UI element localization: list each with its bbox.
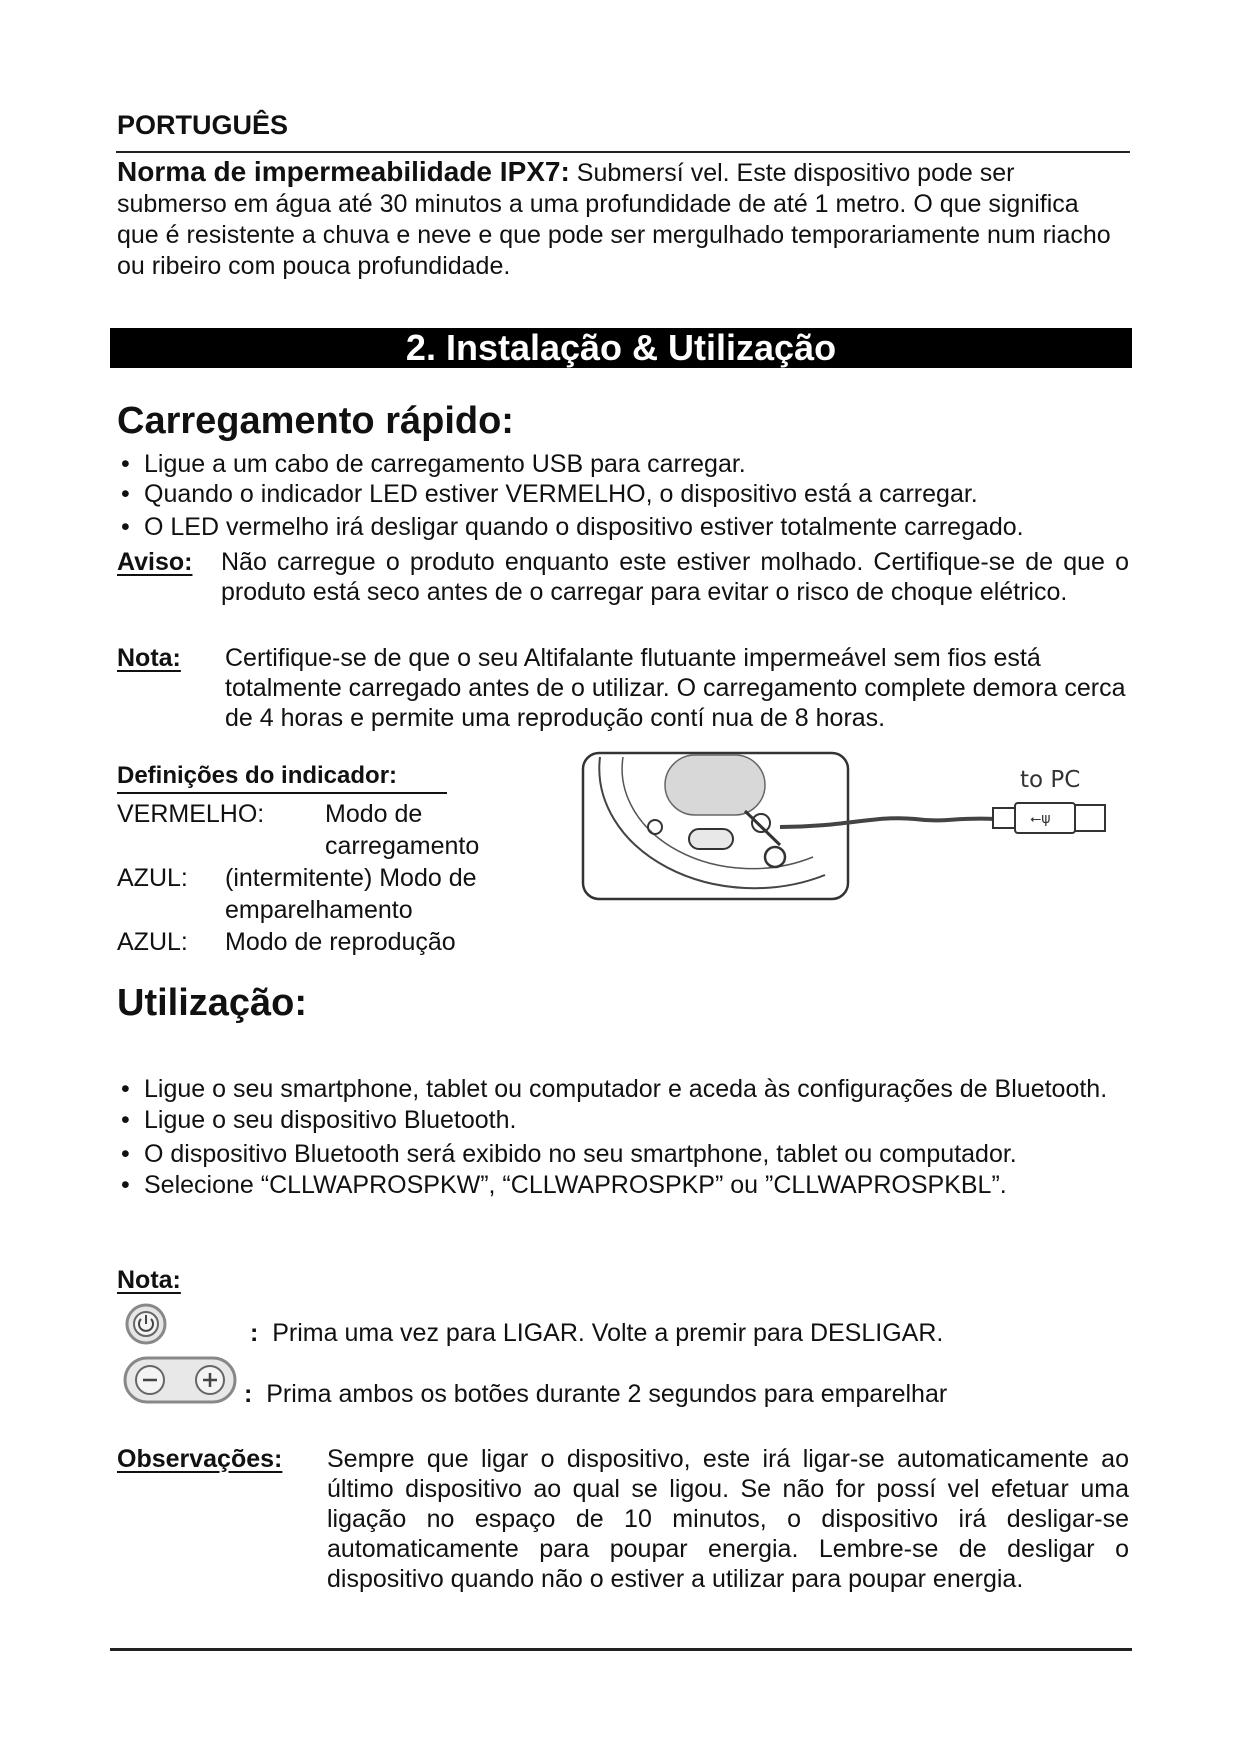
charging-bullet-list	[117, 449, 1127, 542]
usage-heading: Utilização:	[117, 982, 308, 1024]
waterproof-label: Norma de impermeabilidade IPX7:	[117, 156, 570, 187]
section-banner: 2. Instalação & Utilização	[110, 328, 1132, 368]
indicator-value: Modo de reprodução	[225, 928, 456, 956]
power-button-icon	[122, 1302, 172, 1346]
to-pc-label: to PC	[1020, 767, 1081, 793]
list-item: • Ligue o seu dispositivo Bluetooth.	[117, 1105, 1127, 1136]
usage-bullet-list	[117, 1074, 1127, 1201]
waterproof-paragraph	[117, 156, 1127, 282]
pair-instruction-text: Prima ambos os botões durante 2 segundos para emparelhar	[266, 1380, 948, 1408]
warning-block	[117, 547, 1129, 607]
indicator-key: VERMELHO:	[117, 800, 265, 828]
power-instruction: : Prima uma vez para LIGAR. Volte a premir para DESLIGAR.	[250, 1319, 944, 1347]
charging-heading: Carregamento rápido:	[117, 400, 514, 442]
charging-note-label: Nota:	[117, 644, 181, 672]
usb-connector-tip	[1075, 805, 1105, 831]
charging-illustration	[575, 745, 1130, 905]
warning-text: Não carregue o produto enquanto este estiver molhado. Certifique-se de que o produto está seco antes de o carregar para evitar o risco de choque elétrico.	[221, 548, 1129, 606]
indicator-row	[117, 926, 517, 958]
list-item: • O dispositivo Bluetooth será exibido no seu smartphone, tablet ou computador.	[117, 1139, 1127, 1170]
observations-label: Observações:	[117, 1445, 283, 1473]
pair-buttons-icon	[122, 1355, 240, 1407]
list-item: • Quando o indicador LED estiver VERMELHO, o dispositivo está a carregar.	[117, 479, 1127, 509]
usb-symbol-icon: ⭠ψ	[1030, 811, 1051, 827]
list-item: • Ligue o seu smartphone, tablet ou computador e aceda às configurações de Bluetooth.	[117, 1074, 1127, 1105]
power-instruction-text: Prima uma vez para LIGAR. Volte a premir para DESLIGAR.	[272, 1319, 944, 1347]
indicator-row	[117, 798, 517, 862]
observations-text: Sempre que ligar o dispositivo, este irá ligar-se automaticamente ao último dispositivo ao qual se ligou. Se não for possí vel efetuar uma ligação no espaço de 10 minutos, o dispositivo irá desligar-se automaticamente para poupar energia. Lembre-se de desligar o dispositivo quando não o estiver a utilizar para poupar energia.	[327, 1445, 1129, 1593]
top-divider	[116, 151, 1130, 153]
charging-port-icon	[752, 814, 770, 832]
indicator-definitions	[117, 798, 517, 958]
observations-block	[117, 1444, 1129, 1594]
charging-note-text: Certifique-se de que o seu Altifalante flutuante impermeável sem fios está totalmente carregado antes de o utilizar. O carregamento complete demora cerca de 4 horas e permite uma reprodução contí nua de 8 horas.	[225, 644, 1126, 732]
charging-note-block	[117, 643, 1129, 733]
speaker-grille	[665, 755, 765, 815]
list-item: • Ligue a um cabo de carregamento USB para carregar.	[117, 449, 1127, 479]
indicator-value: Modo de carregamento	[325, 800, 480, 860]
warning-label: Aviso:	[117, 548, 193, 576]
usage-note-label: Nota:	[117, 1266, 181, 1294]
power-button-icon	[648, 820, 662, 834]
list-item: • O LED vermelho irá desligar quando o dispositivo estiver totalmente carregado.	[117, 512, 1127, 542]
pair-buttons-icon	[689, 829, 733, 849]
indicator-row	[117, 862, 517, 926]
indicator-value: (intermitente) Modo de emparelhamento	[225, 864, 477, 924]
waterproof-text: Submersí vel. Este dispositivo pode ser submerso em água até 30 minutos a uma profundidade de até 1 metro. O que significa que é resistente a chuva e neve e que pode ser mergulhado temporariamente num riacho ou ribeiro com pouca profundidade.	[117, 159, 1111, 280]
indicator-heading: Definições do indicador:	[117, 762, 447, 794]
indicator-key: AZUL:	[117, 928, 188, 956]
language-heading: PORTUGUÊS	[117, 110, 289, 140]
usb-connector-neck	[993, 808, 1015, 828]
list-item: • Selecione “CLLWAPROSPKW”, “CLLWAPROSPKP” ou ”CLLWAPROSPKBL”.	[117, 1170, 1127, 1201]
usb-cable	[780, 818, 995, 827]
indicator-key: AZUL:	[117, 864, 188, 892]
pair-instruction: : Prima ambos os botões durante 2 segundos para emparelhar	[244, 1380, 948, 1408]
bottom-divider	[110, 1648, 1132, 1651]
usb-connector-line	[745, 811, 780, 845]
usb-plug-ring	[765, 847, 785, 867]
